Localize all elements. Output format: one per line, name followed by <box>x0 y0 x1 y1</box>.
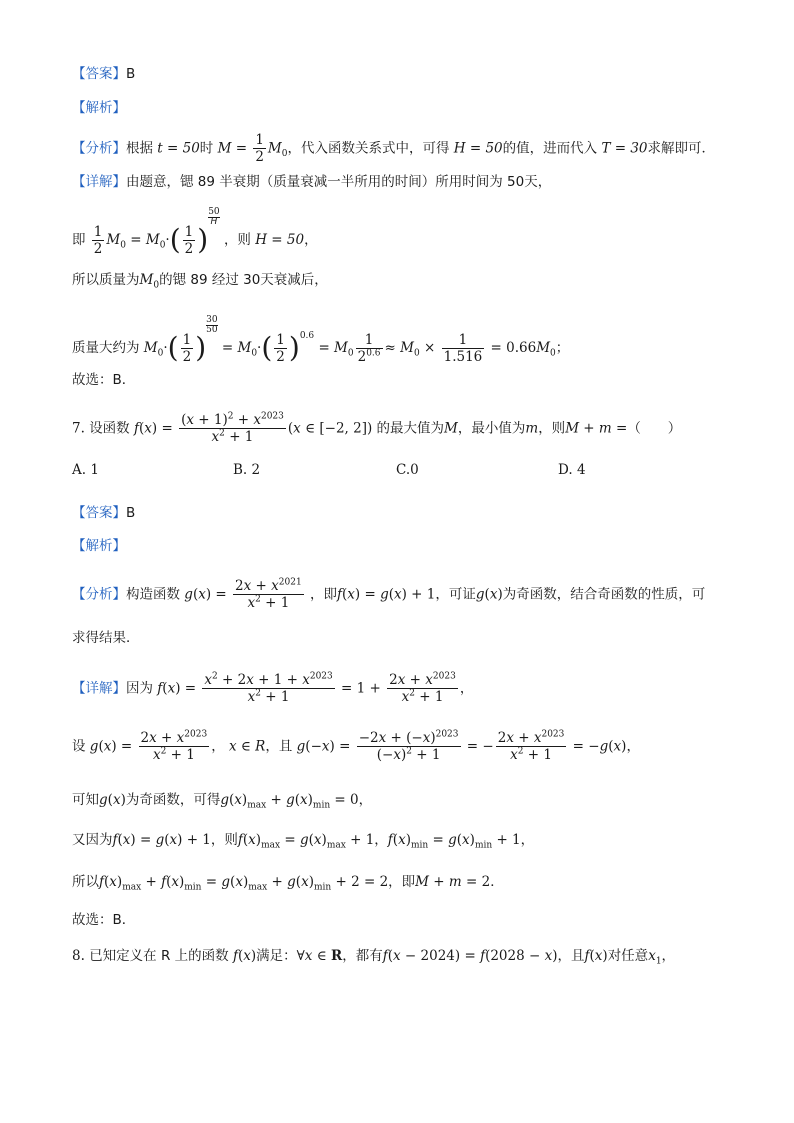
text: 构造函数 <box>126 586 180 603</box>
math-x-in-R: x ∈ R <box>228 738 266 755</box>
option-label: A. <box>72 462 87 478</box>
q6-answer-line <box>72 66 135 82</box>
text: ， <box>626 738 640 755</box>
answer-value: B <box>126 505 136 521</box>
answer-tag: 【答案】 <box>72 66 126 82</box>
text: 满足： <box>256 948 297 964</box>
option-value: 1 <box>90 462 99 478</box>
option-value: 4 <box>576 462 586 478</box>
option-label: D. <box>558 462 573 478</box>
fenxi-text: 时 <box>199 140 214 157</box>
text: 的锶 89 经过 30天衰减后， <box>159 272 328 288</box>
q7-youyin-line: 又因为f(x) = g(x) + 1，则$f(x)_{max} = g(x)_{max} + 1$，$f(x)_{min} = g(x)_{min} + 1$， <box>72 832 535 851</box>
q6-zhiliang-line: 质量大约为 $M_0\cdot$( $\frac{1}{2}$ ) $\frac{30}{50}$ = $M_0\cdot$( $\frac{1}{2}$ )$^{0.6} = M_0$ $\frac{1}{2^{0.6}}$ ≈ $M_0$ × $\frac{1}{1.516}$ = $0.66M_0$； <box>72 315 570 365</box>
fenxi-text: 根据 <box>126 140 153 157</box>
fraction-half: $\frac{1}{2}$ <box>93 223 103 257</box>
fraction-gx: $\frac{2x + x^{2021}}{x^2 + 1}$ <box>235 577 302 611</box>
text: ，且 <box>265 738 293 755</box>
fenxi-tag: 【分析】 <box>72 140 126 157</box>
q8-stem-line: 8. 已知定义在 R 上的函数 f(x)满足：∀x ∈ R，都有f(x − 2024) = f(2028 − x)，且f(x)对任意$x_1$， <box>72 948 676 967</box>
exponent-50-over-H: $\frac{50}{H}$ <box>208 207 220 227</box>
text: 求得结果． <box>72 630 140 646</box>
q7-she-line: 设 g(x) = $\frac{2x + x^{2023}}{x^2 + 1}$ ， x ∈ R，且 g(−x) = $\frac{-2x + (-x)^{2023}}{(-x)^2 + 1}$ = − $\frac{2x + x^{2023}}{x^2 + 1}$ = −g(x)， <box>72 729 640 763</box>
text: ，则 <box>210 832 238 848</box>
text: 可知 <box>72 792 99 808</box>
text: 对任意 <box>607 948 649 964</box>
question-number: 8. <box>72 948 85 964</box>
text: ，则 <box>223 232 251 248</box>
option-label: B. <box>233 462 248 478</box>
q6-ji-line: 即 $\frac{1}{2}$ $M_0 = M_0\cdot$( $\frac{1}{2}$ ) $\frac{50}{H}$ ，则 H = 50， <box>72 207 318 257</box>
option-b <box>233 462 260 478</box>
option-c <box>396 462 419 478</box>
fenxi-text: 求解即可． <box>647 140 716 157</box>
q6-analysis-tag-line <box>72 100 126 116</box>
math-M-eq: M = <box>217 140 248 157</box>
fraction-half: $\frac{1}{2}$ <box>255 132 264 165</box>
text: 为奇函数，可得 <box>125 792 221 808</box>
xiangjie-text: 由题意，锶 89 半衰期（质量衰减一半所用的时间）所用时间为 50天， <box>126 174 552 190</box>
text: 已知定义在 R 上的函数 <box>89 948 229 964</box>
q7-answer-line <box>72 505 135 521</box>
answer-tag: 【答案】 <box>72 505 126 521</box>
text: 质量大约为 <box>72 340 140 356</box>
text: 因为 <box>126 680 153 697</box>
fraction-half: $\frac{1}{2}$ <box>184 223 194 257</box>
math-t-eq: t = 50 <box>157 140 200 157</box>
answer-paren: （ ） <box>627 420 682 437</box>
q7-analysis-tag-line <box>72 538 126 554</box>
analysis-tag: 【解析】 <box>72 100 126 116</box>
q6-suoyi-line: 所以质量为$M_0$的锶 89 经过 30天衰减后， <box>72 272 328 291</box>
q7-suoyi-line: 所以$f(x)_{max} + f(x)_{min} = g(x)_{max} + g(x)_{min} + 2 = 2$，即M + m = 2． <box>72 874 504 893</box>
q6-fenxi-line: 【分析】根据 t = 50时 M = $\frac{1}{2}$ $M_0$，代入函数关系式中，可得 H = 50的值，进而代入 T = 30求解即可． <box>72 132 716 165</box>
math-T-eq: T = 30 <box>601 140 648 157</box>
question-number: 7. <box>72 420 85 437</box>
q7-xiangjie-line: 【详解】因为 f(x) = $\frac{x^2 + 2x + 1 + x^{2023}}{x^2 + 1}$ = 1 + $\frac{2x + x^{2023}}{x^2 + 1}$ ， <box>72 671 474 705</box>
text: ，即 <box>309 586 337 603</box>
text: ，则 <box>538 420 566 437</box>
text: 又因为 <box>72 832 113 848</box>
xiangjie-tag: 【详解】 <box>72 174 126 190</box>
q6-guxuan-line <box>72 372 135 388</box>
xiangjie-tag: 【详解】 <box>72 680 126 697</box>
q7-fenxi-line2 <box>72 630 140 646</box>
fenxi-text: ，代入函数关系式中，可得 <box>287 140 450 157</box>
text: ，即 <box>388 874 416 890</box>
text: ， <box>304 232 318 248</box>
text: ． <box>490 874 504 890</box>
text: ，且 <box>557 948 585 964</box>
exponent-30-over-50: $\frac{30}{50}$ <box>206 315 218 335</box>
text: 所以质量为 <box>72 272 140 288</box>
option-a <box>72 462 99 478</box>
text: ，可证 <box>435 586 476 603</box>
analysis-tag: 【解析】 <box>72 538 126 554</box>
text: ， <box>358 792 373 808</box>
q7-guxuan-line <box>72 912 135 928</box>
math-m: m <box>525 420 539 437</box>
text: ，都有 <box>342 948 383 964</box>
text: 设 <box>72 738 86 755</box>
fenxi-tag: 【分析】 <box>72 586 126 603</box>
math-H-eq: H = 50 <box>453 140 503 157</box>
text: 设函数 <box>89 420 130 437</box>
option-value: 0 <box>410 462 419 478</box>
q7-stem-line: 7. 设函数 f(x) = $\frac{(x + 1)^2 + x^{2023}}{x^2 + 1}$ (x ∈ [−2, 2]) 的最大值为M，最小值为m，则M + m =（ ） <box>72 411 682 445</box>
text: 即 <box>72 232 86 248</box>
text: 的最大值为 <box>376 420 445 437</box>
text: 为奇函数，结合奇函数的性质，可 <box>502 586 706 603</box>
conclusion-text: 故选：B． <box>72 372 136 388</box>
math-M: M <box>444 420 458 437</box>
text: ， <box>211 738 225 755</box>
q7-kezhi-line: 可知g(x)为奇函数，可得$g(x)_{max} + g(x)_{min} = 0$， <box>72 792 373 811</box>
fraction-fx: $\frac{(x + 1)^2 + x^{2023}}{x^2 + 1}$ <box>181 411 284 445</box>
text: ， <box>374 832 388 848</box>
option-value: 2 <box>251 462 261 478</box>
fenxi-text: 的值，进而代入 <box>502 140 598 157</box>
math-H-eq: H = 50 <box>255 232 305 248</box>
text: ， <box>661 948 676 964</box>
text: ， <box>459 680 474 697</box>
text: ， <box>520 832 535 848</box>
q6-xiangjie-line <box>72 174 551 190</box>
text: ，最小值为 <box>457 420 526 437</box>
conclusion-text: 故选：B． <box>72 912 136 928</box>
option-label: C. <box>396 462 411 478</box>
option-d <box>558 462 586 478</box>
q7-fenxi-line: 【分析】构造函数 g(x) = $\frac{2x + x^{2021}}{x^2 + 1}$ ，即f(x) = g(x) + 1，可证g(x)为奇函数，结合奇函数的性质，可 <box>72 577 706 611</box>
math-M-plus-m: M + m = <box>565 420 628 437</box>
answer-value: B <box>126 66 136 82</box>
text: 所以 <box>72 874 99 890</box>
